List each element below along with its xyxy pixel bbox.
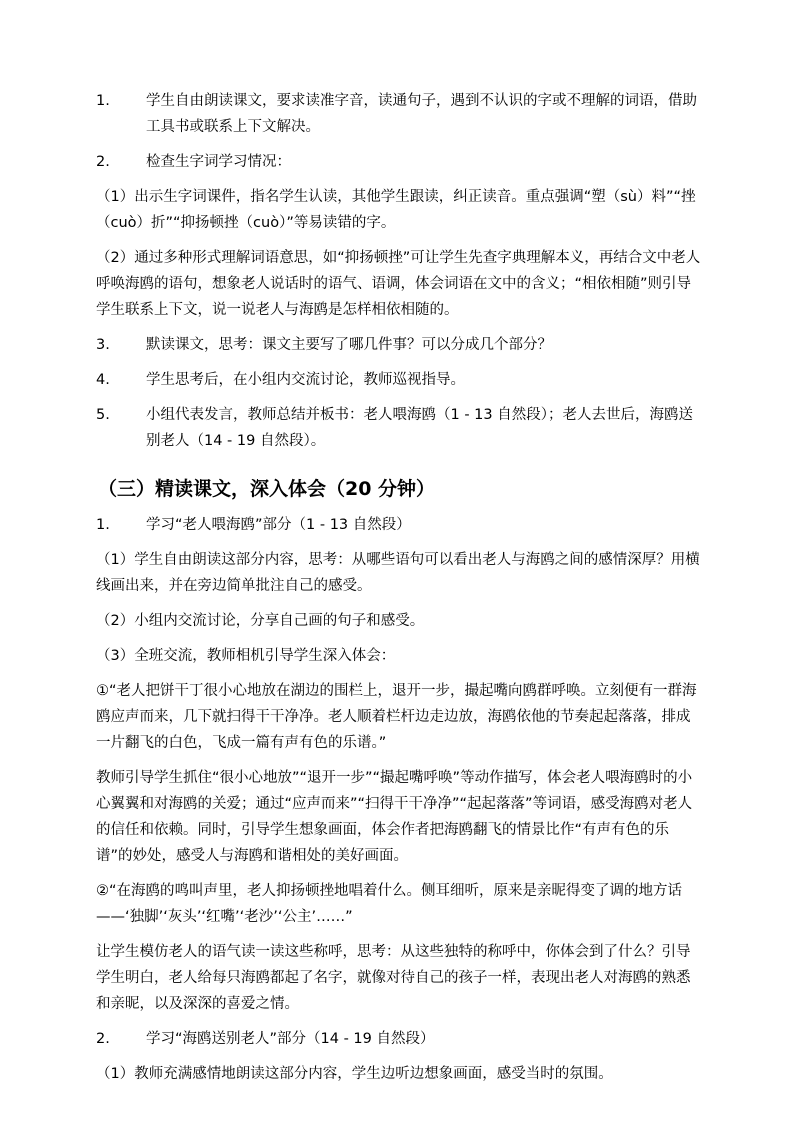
list-number: 2. (96, 1031, 110, 1047)
paragraph: 教师引导学生抓住“很小心地放”“退开一步”“撮起嘴呼唤”等动作描写，体会老人喂海鸥时的小心翼翼和对海鸥的关爱；通过“应声而来”“扫得干干净净”“起起落落”等词语，感受海鸥对老人的信任和依赖。同时，引导学生想象画面，体会作者把海鸥翻飞的情景比作“有声有色的乐谱”的妙处，感受人与海鸥和谐相处的美好画面。 (96, 770, 693, 864)
list-text: 检查生字词学习情况： (146, 154, 291, 170)
paragraph: （2）通过多种形式理解词语意思，如“抑扬顿挫”可让学生先查字典理解本义，再结合文中老人呼唤海鸥的语句，想象老人说话时的语气、语调，体会词语在文中的含义；“相依相随”则引导学生联系上下文，说一说老人与海鸥是怎样相依相随的。 (96, 250, 701, 318)
list-number: 5. (96, 407, 110, 423)
list-text: 小组代表发言，教师总结并板书：老人喂海鸥（1 - 13 自然段）；老人去世后，海鸥送别老人（14 - 19 自然段）。 (146, 407, 693, 449)
list-text: 学习“老人喂海鸥”部分（1 - 13 自然段） (146, 517, 411, 533)
list-number: 3. (96, 337, 110, 353)
paragraph: 让学生模仿老人的语气读一读这些称呼，思考：从这些独特的称呼中，你体会到了什么？引导学生明白，老人给每只海鸥都起了名字，就像对待自己的孩子一样，表现出老人对海鸥的熟悉和亲昵，以及深深的喜爱之情。 (96, 944, 691, 1012)
list-text: 学生自由朗读课文，要求读准字音，读通句子，遇到不认识的字或不理解的词语，借助工具书或联系上下文解决。 (146, 93, 697, 135)
list-item (96, 88, 704, 140)
section-heading: （三）精读课文，深入体会（20 分钟） (98, 478, 436, 500)
paragraph: （3）全班交流，教师相机引导学生深入体会： (96, 648, 396, 664)
quote-paragraph: ②“在海鸥的鸣叫声里，老人抑扬顿挫地唱着什么。侧耳细听，原来是亲昵得变了调的地方话——‘独脚’‘灰头’‘红嘴’‘老沙’‘公主’……” (96, 883, 683, 925)
paragraph: （1）学生自由朗读这部分内容，思考：从哪些语句可以看出老人与海鸥之间的感情深厚？用横线画出来，并在旁边简单批注自己的感受。 (96, 552, 700, 594)
list-text: 学习“海鸥送别老人”部分（14 - 19 自然段） (146, 1031, 435, 1047)
list-text: 默读课文，思考：课文主要写了哪几件事？可以分成几个部分？ (146, 337, 552, 353)
paragraph: （1）教师充满感情地朗读这部分内容，学生边听边想象画面，感受当时的氛围。 (96, 1066, 613, 1082)
list-number: 4. (96, 372, 110, 388)
document-page (96, 88, 704, 1096)
list-number: 2. (96, 154, 110, 170)
list-item (96, 402, 704, 454)
list-item (96, 1026, 704, 1052)
list-text: 学生思考后，在小组内交流讨论，教师巡视指导。 (146, 372, 465, 388)
list-item (96, 149, 704, 175)
list-number: 1. (96, 517, 110, 533)
list-number: 1. (96, 93, 110, 109)
list-item (96, 512, 704, 538)
paragraph: （1）出示生字词课件，指名学生认读，其他学生跟读，纠正读音。重点强调“塑（sù）料”“挫（cuò）折”“抑扬顿挫（cuò）”等易读错的字。 (96, 189, 696, 231)
list-item (96, 332, 704, 358)
paragraph: （2）小组内交流讨论，分享自己画的句子和感受。 (96, 613, 425, 629)
quote-paragraph: ①“老人把饼干丁很小心地放在湖边的围栏上，退开一步，撮起嘴向鸥群呼唤。立刻便有一群海鸥应声而来，几下就扫得干干净净。老人顺着栏杆边走边放，海鸥依他的节奏起起落落，排成一片翻飞的白色，飞成一篇有声有色的乐谱。” (96, 683, 697, 751)
list-item (96, 367, 704, 393)
